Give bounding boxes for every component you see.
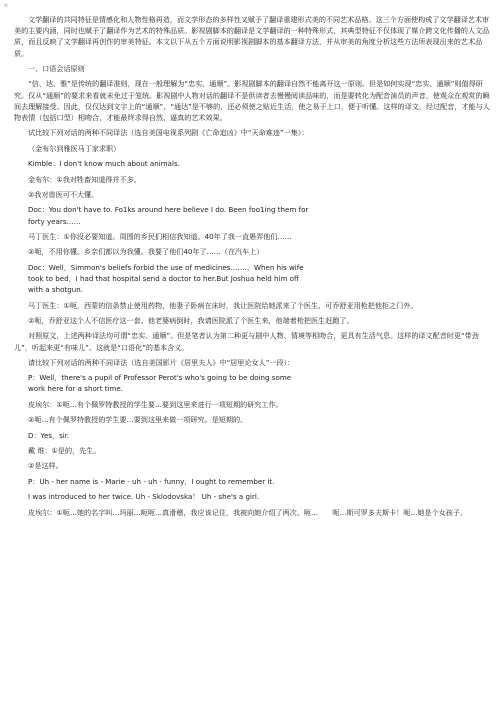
paragraph: Doc：Well，Simmon's beliefs forbid the use of medicines…….，When his wife	[28, 262, 304, 272]
paragraph: 一、口语会话原则	[28, 64, 85, 73]
paragraph: Doc：You don't have to. Fo1ks around here believe I do. Been foo1ing them for	[28, 205, 309, 215]
paragraph: took to bed，I had that hospital send a doctor to her.But Joshua held him off	[28, 273, 299, 283]
paragraph: I was introduced to her twice. Uh - Sklodovska！ Uh - she's a girl.	[28, 492, 260, 502]
paragraph: 文学翻译的共同特征是情感化和人物性格再造，而文学形态的多样性又赋予了翻译重建形式美的不同艺术品格。这三个方面使构成了文学翻译艺术审美的主要内涵，同时也赋予了翻译作为艺术的特殊品质。影视剧脚本的翻译是文学翻译的一种特殊形式，其典型特征不仅体现了媒介跨文化传播的人文品质，而且反映了文学翻译再创作的审美特征。本文以下从五个方面说明影视剧脚本的基本翻译方法，并从审美的角度分析这些方法所表现出来的艺术品质。	[14, 15, 490, 58]
paragraph: （金布尔到雅医马丁家求职）	[28, 143, 121, 153]
corner-mark: ¤	[4, 2, 8, 9]
paragraph: 对照原文，上述两种译法均可谓“忠实、通顺”。但是笔者认为第二种更与剧中人物、情境等相吻合，更具有生活气息。这样的译文配音时更“带劲儿”，听起来更“有味儿”。这就是“口语化”的基本含义。	[14, 331, 479, 352]
paragraph: D：Yes，sir.	[28, 430, 70, 440]
paragraph: ②呃，不用你懂。乡亲们都以为我懂。我要了他们40年了……（在汽车上）	[28, 247, 264, 257]
paragraph: ②呃…有个佩罗特教授的学生要…要到这里来做一项研究。是短期的。	[28, 415, 248, 425]
paragraph: 马丁医生：①呃，西蒙的信条禁止使用药物，他妻子卧病在床时，我让医院给她派来了个医生，可乔舒亚用枪把他拒之门外。	[28, 300, 418, 310]
paragraph: ②是这样。	[28, 461, 63, 471]
paragraph: ②呃，乔舒亚这个人不信医疗这一套。他老婆病倒时，我请医院派了个医生来，他端着枪把医生赶跑了。	[28, 315, 354, 325]
paragraph: work here for a short time.	[28, 384, 124, 394]
paragraph: 皮埃尔：①呃…她的名字叫…玛丽…呃呃…真滑稽，我应该记住，我被向她介绍了两次。呃… 呃…斯可罗多夫斯卡！呃…她是个女孩子。	[28, 507, 468, 517]
paragraph: P：Uh - her name is - Marie - uh - uh - funny，I ought to remember it.	[28, 476, 275, 486]
paragraph: 马丁医生：①你没必要知道。周围的乡民们相信我知道。40年了我一直愚弄他们……	[28, 231, 292, 241]
paragraph: P：Well，there's a pupil of Professor Perot's who's going to be doing some	[28, 373, 292, 383]
document-body	[14, 14, 490, 518]
paragraph: Kimble：I don't know much about animals.	[28, 159, 180, 169]
paragraph: ②我对兽医可不大懂。	[28, 189, 99, 199]
paragraph: 试比较下列对话的两种不同译法（选自美国电视系列剧《亡命追凶》中“天命难违”一集）：	[28, 128, 309, 138]
paragraph: 请比较下列对话的两种不同译法（选自美国影片《居里夫人》中“居里论女人”一段）：	[28, 357, 295, 367]
paragraph: 戴 维：①是的，先生。	[28, 446, 101, 456]
paragraph: with a shotgun.	[28, 285, 83, 295]
paragraph: 皮埃尔：①呃…有个佩罗特教授的学生要…要到这里来进行一项短期的研究工作。	[28, 399, 283, 409]
paragraph: 金布尔：①我对牲畜知道得并不多。	[28, 174, 141, 184]
paragraph: forty years……	[28, 216, 81, 226]
paragraph: “信、达、雅”是传统的翻译准则，现在一般理解为“忠实、通顺”。影视剧脚本的翻译自然不能离开这一原则。但是如何实现“忠实、通顺”则值得研究。仅从“通顺”的要求来看就未免过于笼统。影视剧中人物对话的翻译不是供读者去慢慢阅读品味的，而是要转化为配音演员的声音，使观众在观赏的瞬间去理解接受。因此，仅仅达到文字上的“通顺”、“通达”是不够的，还必须使之贴近生活，使之易于上口，便于听懂。这样的译文，经过配音，才能与人物表情（包括口型）相吻合，才能最终求得自然、逼真的艺术效果。	[14, 79, 490, 122]
